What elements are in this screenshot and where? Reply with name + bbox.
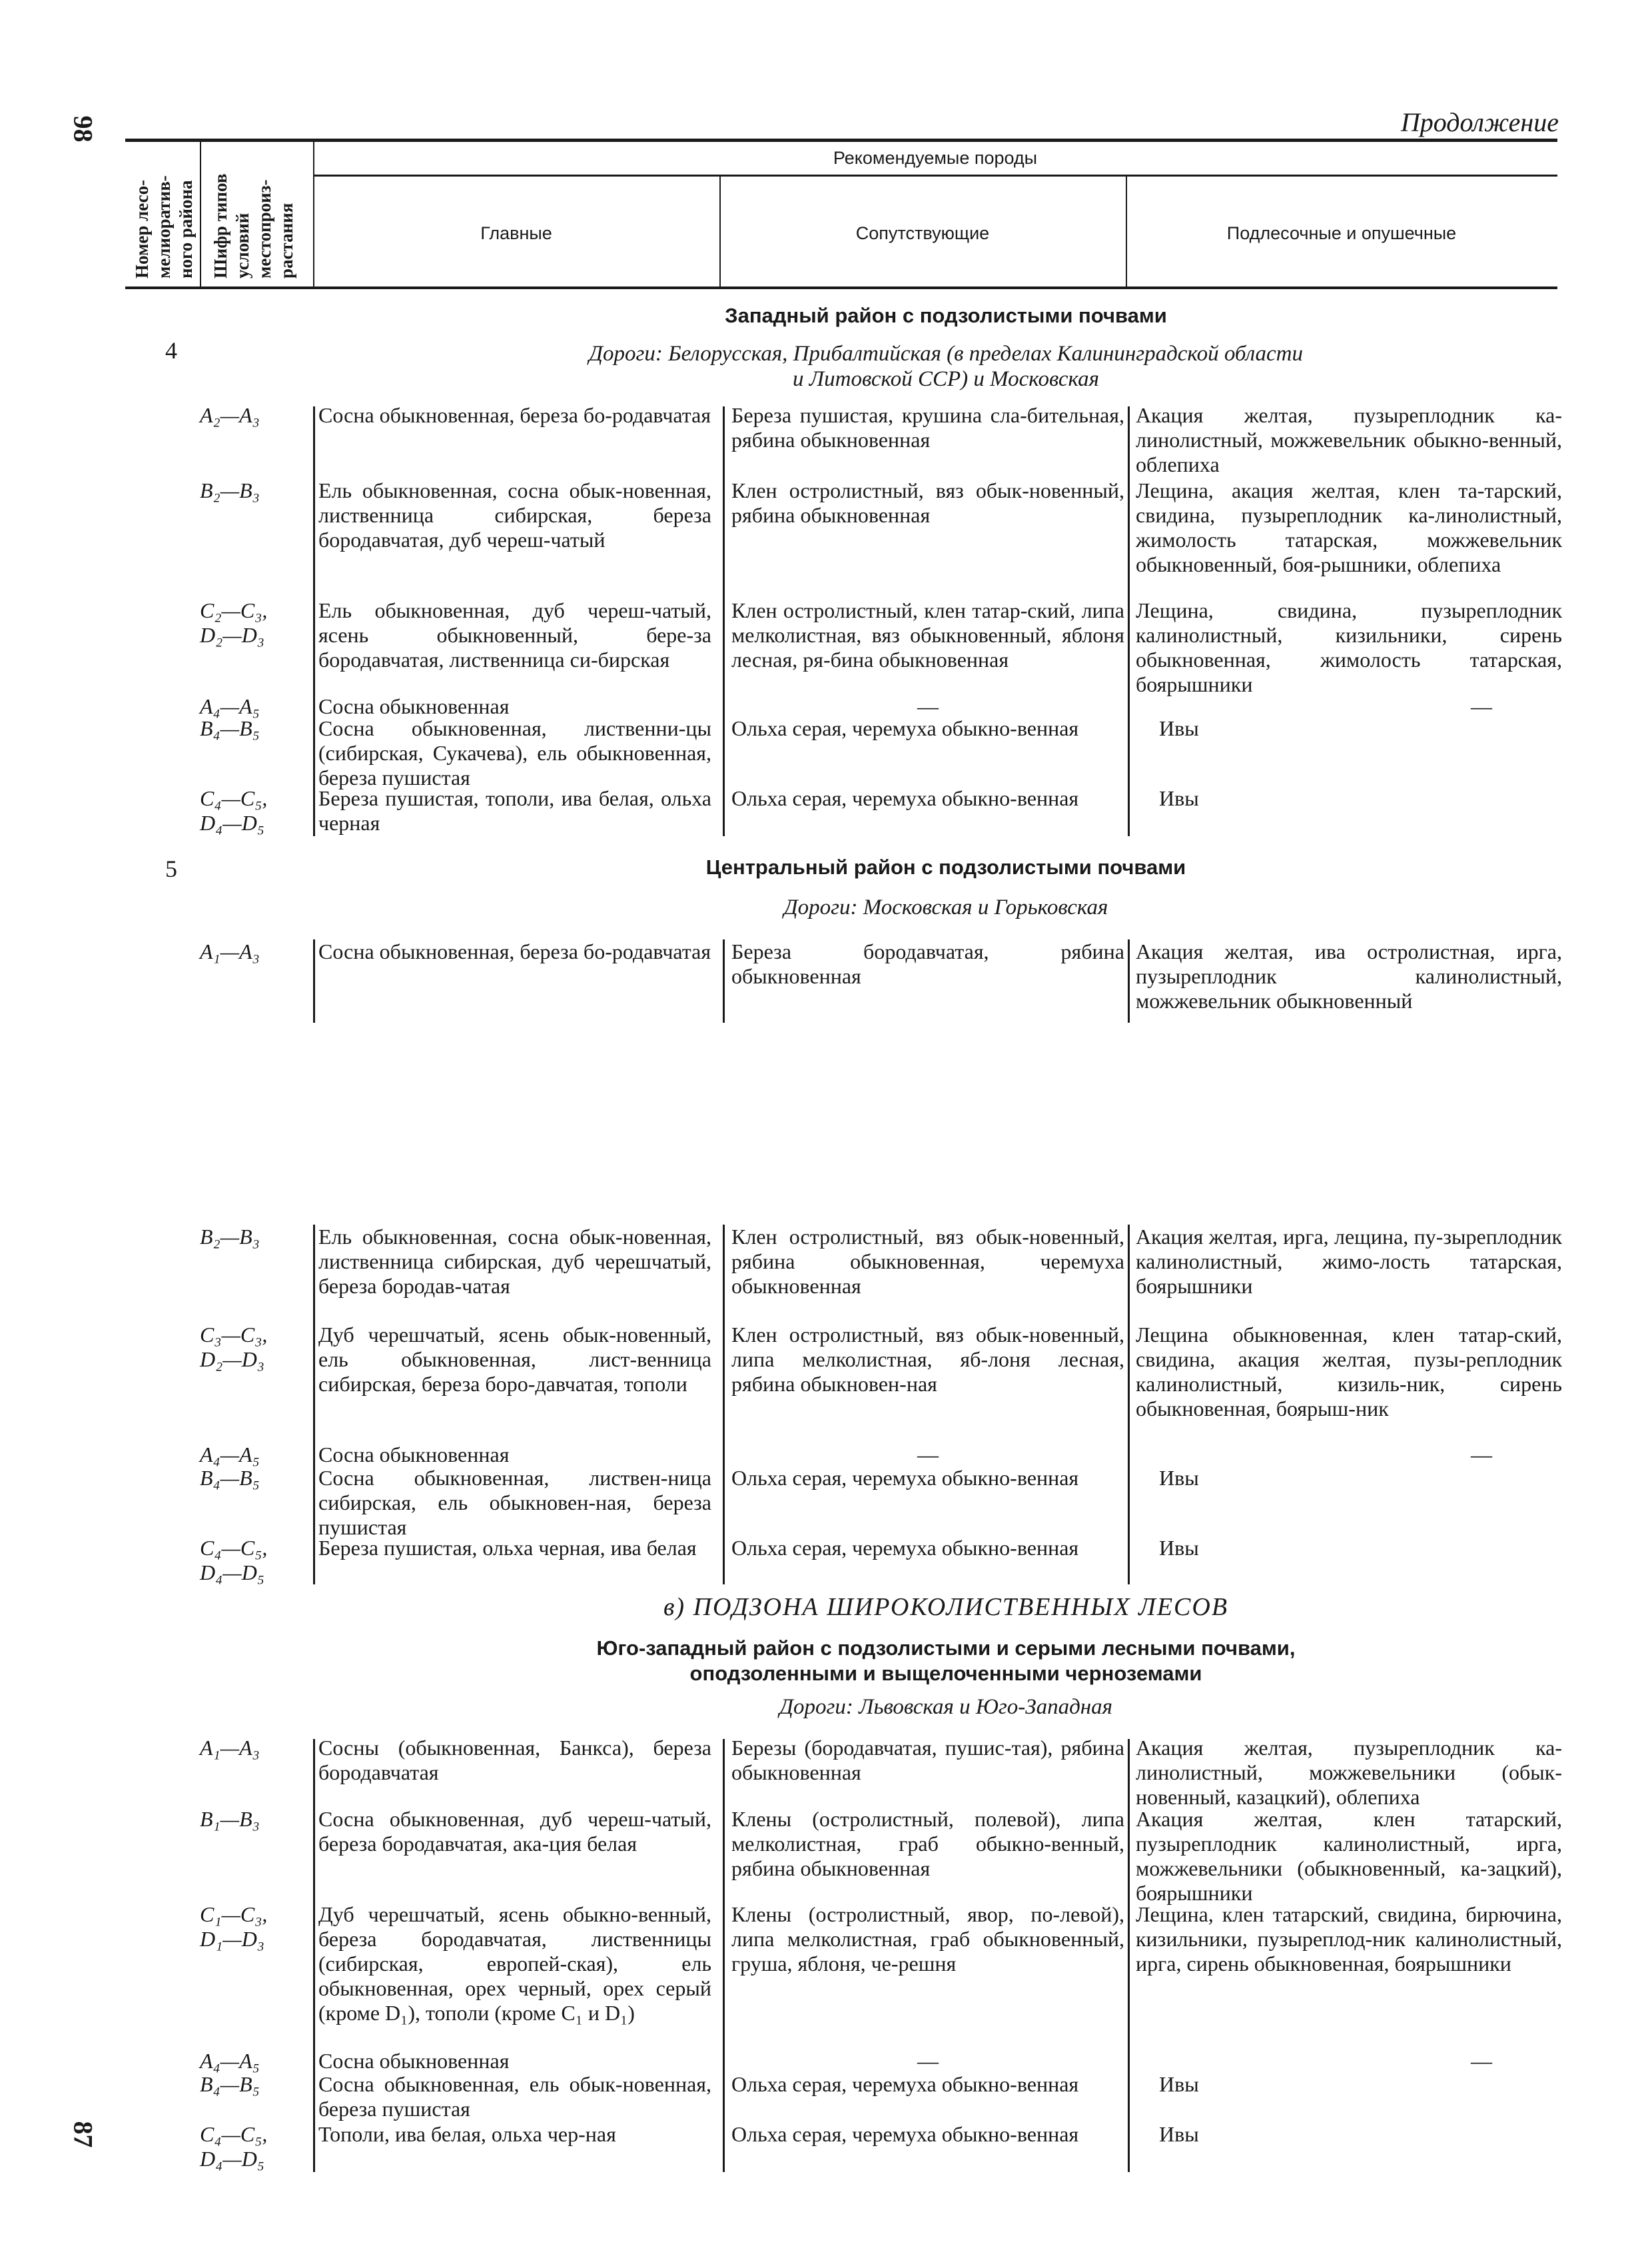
accompanying-species: Клен остролистный, вяз обык-новенный, липа мелколистная, яб-лоня лесная, рябина обыкновен-ная (731, 1323, 1124, 1396)
accompanying-species: Клены (остролистный, явор, по-левой), липа мелколистная, граб обыкновенный, груша, яблоня, че-решня (731, 1902, 1124, 1976)
page-number-top: 98 (68, 115, 99, 143)
cipher-code: C₄—C₅, D₄—D₅ (200, 2122, 268, 2171)
accompanying-species: Клены (остролистный, полевой), липа мелколистная, граб обыкно-венный, рябина обыкновенная (731, 1807, 1124, 1880)
section-title: Центральный район с подзолистыми почвами (705, 855, 1186, 879)
understory-species: Акация желтая, клен татарский, пузыреплодник калинолистный, ирга, можжевельники (обыкновенный, ка-зацкий), боярышники (1136, 1807, 1562, 1905)
header-cipher: Шифр типов условий местопроиз-растания (210, 173, 296, 279)
understory-species: Ивы (1159, 1466, 1199, 1490)
column-rule (1128, 1225, 1130, 1584)
column-rule (313, 1225, 315, 1584)
column-rule (1128, 406, 1130, 836)
cipher-code: B₁—B₃ (200, 1807, 260, 1831)
cipher-code: B₄—B₅ (200, 716, 260, 740)
cipher-code: C₃—C₃, D₂—D₃ (200, 1323, 268, 1371)
cipher-code: A₁—A₃ (200, 939, 260, 963)
understory-species: Лещина, свидина, пузыреплодник калинолистный, кизильники, сирень обыкновенная, жимолость татарская, боярышники (1136, 598, 1562, 696)
understory-species: Акация желтая, ива остролистная, ирга, пузыреплодник калинолистный, можжевельник обыкновенный (1136, 939, 1562, 1013)
main-species: Береза пушистая, тополи, ива белая, ольха черная (318, 786, 711, 835)
main-species: Сосна обыкновенная, береза бо-родавчатая (318, 403, 711, 427)
understory-species: — (1471, 694, 1492, 718)
section-roads-cont: и Литовской ССР) и Московская (793, 367, 1099, 391)
main-species: Сосны (обыкновенная, Банкса), береза бородавчатая (318, 1736, 711, 1784)
cipher-code: A₁—A₃ (200, 1736, 260, 1760)
accompanying-species: — (917, 1442, 939, 1466)
understory-species: Ивы (1159, 1536, 1199, 1560)
main-species: Сосна обыкновенная, береза бо-родавчатая (318, 939, 711, 963)
main-species: Дуб черешчатый, ясень обыкно-венный, береза бородавчатая, лиственницы (сибирская, европей-ская), ель обыкновенная, орех черный, орех серый (кроме D₁), тополи (кроме C₁ и D₁) (318, 1902, 711, 2025)
district-number: 5 (165, 855, 177, 882)
cipher-code: C₂—C₃, D₂—D₃ (200, 598, 268, 647)
understory-species: Ивы (1159, 2122, 1199, 2146)
accompanying-species: Береза бородавчатая, рябина обыкновенная (731, 939, 1124, 988)
accompanying-species: Ольха серая, черемуха обыкно-венная (731, 2072, 1079, 2096)
column-rule (723, 406, 725, 836)
accompanying-species: Ольха серая, черемуха обыкно-венная (731, 2122, 1079, 2146)
accompanying-species: Ольха серая, черемуха обыкно-венная (731, 1466, 1079, 1490)
header-top-rule (125, 139, 1557, 142)
understory-species: Акация желтая, пузыреплодник ка-линолистный, можжевельники (обык-новенный, казацкий), облепиха (1136, 1736, 1562, 1809)
accompanying-species: — (917, 694, 939, 718)
cipher-code: B₂—B₃ (200, 1225, 260, 1249)
accompanying-species: Ольха серая, черемуха обыкно-венная (731, 786, 1079, 810)
cipher-code: B₄—B₅ (200, 2072, 260, 2096)
column-rule (723, 1225, 725, 1584)
main-species: Тополи, ива белая, ольха чер-ная (318, 2122, 616, 2146)
main-species: Береза пушистая, ольха черная, ива белая (318, 1536, 697, 1560)
subzone-title: в) ПОДЗОНА ШИРОКОЛИСТВЕННЫХ ЛЕСОВ (663, 1593, 1229, 1621)
column-rule (1128, 939, 1130, 1023)
section-title-cont: оподзоленными и выщелоченными черноземами (689, 1662, 1202, 1685)
main-species: Сосна обыкновенная (318, 2049, 510, 2073)
cipher-code: B₂—B₃ (200, 478, 260, 502)
understory-species: Акация желтая, ирга, лещина, пу-зыреплодник калинолистный, жимо-лость татарская, боярышники (1136, 1225, 1562, 1298)
section-title: Западный район с подзолистыми почвами (725, 304, 1167, 327)
header-district-number: Номер лесо-мелиоратив-ного района (132, 175, 196, 279)
main-species: Ель обыкновенная, сосна обык-новенная, лиственница сибирская, дуб черешчатый, береза бородав-чатая (318, 1225, 711, 1298)
header-divider-1 (200, 141, 201, 288)
cipher-code: A₄—A₅ (200, 694, 260, 718)
cipher-code: C₄—C₅, D₄—D₅ (200, 786, 268, 835)
understory-species: Акация желтая, пузыреплодник ка-линолистный, можжевельник обыкно-венный, облепиха (1136, 403, 1562, 476)
cipher-code: B₄—B₅ (200, 1466, 260, 1490)
main-species: Ель обыкновенная, дуб череш-чатый, ясень обыкновенный, бере-за бородавчатая, лиственница си-бирская (318, 598, 711, 672)
page-number-bottom: 87 (68, 2121, 99, 2148)
cipher-code: A₄—A₅ (200, 2049, 260, 2073)
accompanying-species: — (917, 2049, 939, 2073)
main-species: Сосна обыкновенная, ель обык-новенная, береза пушистая (318, 2072, 711, 2121)
column-rule (723, 939, 725, 1023)
section-title: Юго-западный район с подзолистыми и серыми лесными почвами, (596, 1636, 1296, 1660)
continuation-label: Продолжение (1400, 107, 1559, 137)
understory-species: Ивы (1159, 716, 1199, 740)
main-species: Дуб черешчатый, ясень обык-новенный, ель обыкновенная, лист-венница сибирская, береза боро-давчатая, тополи (318, 1323, 711, 1396)
cipher-code: A₄—A₅ (200, 1442, 260, 1466)
column-rule (1128, 1739, 1130, 2172)
column-rule (313, 1739, 315, 2172)
accompanying-species: Клен остролистный, вяз обык-новенный, рябина обыкновенная (731, 478, 1124, 527)
cipher-code: C₄—C₅, D₄—D₅ (200, 1536, 268, 1584)
main-species: Сосна обыкновенная, листвен-ница сибирская, ель обыкновен-ная, береза пушистая (318, 1466, 711, 1539)
main-species: Ель обыкновенная, сосна обык-новенная, лиственница сибирская, береза бородавчатая, дуб череш-чатый (318, 478, 711, 552)
understory-species: Лещина, клен татарский, свидина, бирючина, кизильники, пузыреплод-ник калинолистный, ирга, сирень обыкновенная, боярышники (1136, 1902, 1562, 1976)
accompanying-species: Ольха серая, черемуха обыкно-венная (731, 1536, 1079, 1560)
district-number: 4 (165, 337, 177, 364)
header-understory: Подлесочные и опушечные (1226, 223, 1457, 243)
accompanying-species: Береза пушистая, крушина сла-бительная, рябина обыкновенная (731, 403, 1124, 452)
section-roads: Дороги: Львовская и Юго-Западная (779, 1695, 1113, 1719)
accompanying-species: Ольха серая, черемуха обыкно-венная (731, 716, 1079, 740)
header-accompanying: Сопутствующие (855, 223, 990, 243)
main-species: Сосна обыкновенная (318, 1442, 510, 1466)
understory-species: Лещина обыкновенная, клен татар-ский, свидина, акация желтая, пузы-реплодник калинолистный, кизиль-ник, сирень обыкновенная, боярыш-ник (1136, 1323, 1562, 1420)
section-roads: Дороги: Московская и Горьковская (783, 895, 1108, 919)
understory-species: Ивы (1159, 786, 1199, 810)
header-recommended: Рекомендуемые породы (833, 148, 1038, 168)
cipher-code: C₁—C₃, D₁—D₃ (200, 1902, 268, 1951)
accompanying-species: Клен остролистный, клен татар-ский, липа мелколистная, вяз обыкновенный, яблоня лесная, ря-бина обыкновенная (731, 598, 1124, 672)
main-species: Сосна обыкновенная, дуб череш-чатый, береза бородавчатая, ака-ция белая (318, 1807, 711, 1856)
section-roads: Дороги: Белорусская, Прибалтийская (в пределах Калининградской области (589, 342, 1303, 366)
main-species: Сосна обыкновенная, лиственни-цы (сибирская, Сукачева), ель обыкновенная, береза пушистая (318, 716, 711, 790)
accompanying-species: Клен остролистный, вяз обык-новенный, рябина обыкновенная, черемуха обыкновенная (731, 1225, 1124, 1298)
header-bottom-rule (125, 286, 1557, 289)
column-rule (723, 1739, 725, 2172)
cipher-code: A₂—A₃ (200, 403, 260, 427)
understory-species: — (1471, 1442, 1492, 1466)
understory-species: Ивы (1159, 2072, 1199, 2096)
header-main: Главные (480, 223, 552, 243)
understory-species: Лещина, акация желтая, клен та-тарский, свидина, пузыреплодник ка-линолистный, жимолость татарская, можжевельник обыкновенный, боя-рышники, облепиха (1136, 478, 1562, 576)
header-mid-rule (313, 175, 1557, 177)
understory-species: — (1471, 2049, 1492, 2073)
main-species: Сосна обыкновенная (318, 694, 510, 718)
accompanying-species: Березы (бородавчатая, пушис-тая), рябина обыкновенная (731, 1736, 1124, 1784)
